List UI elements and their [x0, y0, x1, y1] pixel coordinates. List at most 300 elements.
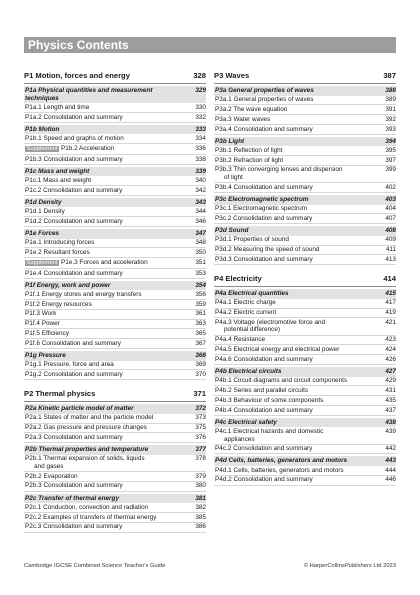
entry-text: P1f.4 Power — [25, 320, 60, 328]
section-heading[interactable] — [24, 198, 206, 208]
page-number: 346 — [195, 217, 206, 225]
entry-text: P3b.3 Thin converging lenses and dispersion — [215, 166, 343, 174]
entry-text: P4d Cells, batteries, generators and motors — [215, 457, 348, 465]
entry-text: P4c Electrical safety — [215, 418, 277, 426]
entry-label — [215, 116, 380, 124]
entry-label — [25, 282, 190, 290]
entry-text: P1c.1 Mass and weight — [25, 176, 92, 184]
page-number: 415 — [385, 290, 396, 298]
entry-label — [25, 259, 190, 268]
contents-entry[interactable] — [214, 396, 396, 406]
entry-text: P1e Forces — [25, 230, 60, 237]
entry-text: P1g Pressure — [25, 352, 66, 359]
contents-entry[interactable] — [24, 248, 206, 258]
entry-label — [215, 467, 380, 475]
contents-entry[interactable] — [24, 239, 206, 249]
page-number: 395 — [385, 146, 396, 154]
page-number: 431 — [385, 386, 396, 394]
entry-text: P1e.2 Resultant forces — [25, 248, 90, 256]
entry-text: P2b Thermal properties and temperature — [25, 446, 149, 454]
page-number: 389 — [385, 96, 396, 104]
entry-text: P1e.1 Introducing forces — [25, 239, 95, 247]
entry-text: P3b.4 Consolidation and summary — [215, 183, 313, 191]
entry-label — [25, 156, 190, 164]
page-number: 378 — [195, 455, 206, 463]
contents-entry[interactable] — [24, 329, 206, 339]
entry-label — [25, 239, 190, 247]
contents-entry[interactable] — [24, 513, 206, 523]
page-number: 348 — [195, 239, 206, 247]
page-number: 361 — [195, 310, 206, 318]
supplement-tag: Supplement — [26, 259, 58, 266]
entry-text: P3d.2 Measuring the speed of sound — [215, 246, 320, 254]
entry-label — [25, 405, 190, 413]
entry-text: P2a Kinetic particle model of matter — [25, 405, 134, 413]
entry-label — [25, 371, 190, 379]
contents-entry[interactable] — [24, 339, 206, 349]
entry-label — [215, 356, 380, 364]
contents-entry[interactable] — [214, 105, 396, 115]
section-heading[interactable] — [214, 367, 396, 377]
section-heading[interactable] — [214, 289, 396, 299]
page-number: 404 — [385, 205, 396, 213]
entry-text: P1g.1 Pressure, force and area — [25, 361, 114, 369]
entry-text: P3c.2 Consolidation and summary — [215, 215, 313, 222]
entry-label — [215, 227, 380, 235]
entry-label — [215, 184, 380, 192]
chapter-heading[interactable] — [214, 274, 396, 287]
entry-label — [25, 320, 190, 328]
entry-text: P1f Energy, work and power — [25, 281, 111, 289]
contents-entry[interactable] — [24, 269, 206, 279]
entry-label — [215, 309, 380, 317]
page-number: 391 — [385, 105, 396, 113]
contents-entry[interactable] — [214, 336, 396, 346]
entry-text: P4b.4 Consolidation and summary — [215, 406, 313, 414]
page-number: 385 — [195, 513, 206, 521]
page-number: 393 — [385, 125, 396, 133]
contents-entry[interactable] — [24, 361, 206, 371]
entry-text: P2c.1 Conduction, convection and radiation — [25, 503, 149, 511]
contents-entry[interactable] — [214, 246, 396, 256]
entry-text: P2a.3 Consolidation and summary — [25, 433, 123, 441]
entry-text: P4a.6 Consolidation and summary — [215, 355, 313, 363]
contents-entry[interactable] — [24, 144, 206, 155]
page-number: 330 — [195, 103, 206, 111]
contents-entry[interactable] — [214, 406, 396, 416]
chapter-heading[interactable] — [24, 71, 206, 84]
entry-text: P4b.3 Behaviour of some components — [215, 396, 324, 404]
section-heading[interactable] — [24, 281, 206, 291]
contents-entry[interactable] — [214, 476, 396, 486]
page-number: 336 — [195, 144, 206, 152]
entry-label — [25, 340, 190, 348]
entry-text: P1 Motion, forces and energy — [24, 71, 130, 80]
entry-label — [25, 495, 190, 503]
page-number: 347 — [195, 230, 206, 237]
page-number: 372 — [195, 405, 206, 413]
footer-book-title: Cambridge IGCSE Combined Science Teacher's Guide — [24, 563, 166, 569]
entry-label — [25, 114, 190, 122]
contents-entry[interactable] — [24, 414, 206, 424]
contents-entry[interactable] — [214, 96, 396, 106]
entry-label — [215, 196, 380, 204]
section-heading[interactable] — [24, 445, 206, 455]
entry-label — [25, 514, 190, 522]
entry-text: P1b Motion — [25, 125, 60, 133]
entry-label — [24, 389, 190, 398]
contents-column-left — [24, 71, 206, 533]
page-number: 380 — [195, 482, 206, 490]
supplement-tag: Supplement — [26, 145, 58, 152]
entry-text: P3a.2 The wave equation — [215, 105, 288, 113]
entry-text-continued: appliances — [224, 435, 255, 443]
page-number: 424 — [385, 346, 396, 354]
contents-entry[interactable] — [214, 125, 396, 135]
contents-entry[interactable] — [24, 300, 206, 310]
page-number: 339 — [195, 167, 206, 175]
entry-label — [215, 377, 380, 385]
page-number: 387 — [383, 71, 396, 80]
entry-label — [215, 290, 380, 298]
contents-entry[interactable] — [24, 113, 206, 123]
entry-label — [25, 135, 190, 143]
entry-label — [25, 87, 190, 102]
page-number: 371 — [193, 389, 206, 399]
page-number: 397 — [385, 156, 396, 164]
page-number: 375 — [195, 424, 206, 432]
entry-label — [215, 368, 380, 376]
page-number: 334 — [195, 134, 206, 142]
contents-entry[interactable] — [24, 472, 206, 482]
contents-entry[interactable] — [214, 445, 396, 455]
page-title: Physics Contents — [24, 37, 396, 53]
entry-label — [215, 96, 380, 104]
contents-entry[interactable] — [24, 103, 206, 113]
page-number: 343 — [195, 198, 206, 206]
page-number: 365 — [195, 330, 206, 338]
contents-entry[interactable] — [24, 424, 206, 434]
entry-text: P3d.3 Consolidation and summary — [215, 255, 313, 263]
entry-text: P1e.3 Forces and acceleration — [60, 258, 148, 266]
entry-text: P1c.2 Consolidation and summary — [25, 186, 123, 194]
section-heading[interactable] — [214, 226, 396, 236]
section-heading[interactable] — [214, 86, 396, 96]
entry-text: P3b Light — [215, 137, 245, 145]
contents-entry[interactable] — [24, 482, 206, 492]
entry-text: P1d.2 Consolidation and summary — [25, 217, 123, 225]
page-number: 414 — [383, 274, 396, 284]
entry-text: P1f.1 Energy stores and energy transfers — [25, 290, 142, 298]
entry-label — [215, 428, 380, 443]
entry-label — [25, 208, 190, 216]
entry-text: P2c.3 Consolidation and summary — [25, 523, 123, 531]
page-number: 353 — [195, 269, 206, 277]
entry-label — [25, 177, 190, 185]
entry-text: P3a.1 General properties of waves — [215, 96, 314, 104]
page-number: 373 — [195, 414, 206, 422]
entry-label — [25, 249, 190, 257]
contents-entry[interactable] — [24, 290, 206, 300]
entry-text: P1f.2 Energy resources — [25, 300, 92, 308]
page-number: 356 — [195, 290, 206, 298]
page-number: 369 — [195, 361, 206, 369]
entry-text: P4d.2 Consolidation and summary — [215, 476, 313, 484]
contents-entry[interactable] — [214, 166, 396, 183]
entry-text: P3c.1 Electromagnetic spectrum — [215, 205, 307, 213]
entry-text: P1a.1 Length and time — [25, 103, 90, 111]
section-heading[interactable] — [24, 404, 206, 414]
entry-label — [215, 126, 380, 134]
page-number: 379 — [195, 472, 206, 480]
page-number: 377 — [195, 446, 206, 454]
entry-text: P1b.3 Consolidation and summary — [25, 155, 123, 163]
contents-entry[interactable] — [214, 214, 396, 224]
chapter-heading[interactable] — [24, 389, 206, 402]
entry-text: P4a.4 Resistance — [215, 336, 266, 344]
page-number: 350 — [195, 248, 206, 256]
page-number: 443 — [385, 457, 396, 465]
entry-label — [215, 336, 380, 344]
entry-label — [25, 230, 190, 238]
contents-entry[interactable] — [24, 207, 206, 217]
contents-entry[interactable] — [214, 318, 396, 335]
entry-label — [25, 473, 190, 481]
entry-label — [215, 236, 380, 244]
page-number: 446 — [385, 476, 396, 484]
entry-text: P3b.1 Reflection of light — [215, 146, 283, 154]
entry-text: P2 Thermal physics — [24, 389, 96, 399]
page-footer — [24, 563, 396, 569]
entry-text: P4c.2 Consolidation and summary — [215, 445, 313, 453]
contents-entry[interactable] — [24, 503, 206, 513]
entry-text-continued: of light — [224, 174, 243, 182]
page-number: 382 — [195, 503, 206, 511]
contents-entry[interactable] — [24, 217, 206, 227]
page-number: 417 — [385, 299, 396, 307]
section-heading[interactable] — [214, 418, 396, 428]
entry-text: P3a.3 Water waves — [215, 115, 271, 123]
contents-entry[interactable] — [24, 134, 206, 144]
contents-entry[interactable] — [214, 156, 396, 166]
page-number: 328 — [193, 71, 206, 80]
entry-label — [215, 147, 380, 155]
entry-label — [25, 126, 190, 134]
page-number: 338 — [195, 155, 206, 163]
entry-label — [215, 397, 380, 405]
contents-entry[interactable] — [24, 320, 206, 330]
entry-label — [25, 424, 190, 432]
contents-entry[interactable] — [214, 115, 396, 125]
entry-label — [25, 145, 190, 154]
entry-text: P4b Electrical circuits — [215, 368, 282, 375]
entry-label — [25, 270, 190, 278]
entry-label — [25, 446, 190, 454]
page-number: 388 — [385, 87, 396, 94]
contents-entry[interactable] — [214, 466, 396, 476]
entry-label — [215, 87, 380, 95]
page-number: 344 — [195, 208, 206, 216]
entry-label — [25, 434, 190, 442]
entry-text: P4a.3 Voltage (electromotive force and — [215, 318, 326, 326]
entry-label — [25, 218, 190, 226]
entry-label — [215, 319, 380, 334]
contents-entry[interactable] — [214, 427, 396, 444]
page-number: 435 — [385, 396, 396, 404]
page-number: 413 — [385, 255, 396, 263]
entry-text: P2b.3 Consolidation and summary — [25, 482, 123, 490]
page-number: 376 — [195, 433, 206, 441]
contents-entry[interactable] — [214, 309, 396, 319]
entry-label — [25, 301, 190, 309]
contents-entry[interactable] — [24, 433, 206, 443]
page-number: 409 — [385, 236, 396, 244]
entry-label — [215, 476, 380, 484]
contents-entry[interactable] — [214, 345, 396, 355]
entry-label — [215, 419, 380, 427]
entry-text: P4c.1 Electrical hazards and domestic — [215, 427, 324, 435]
entry-label — [25, 523, 190, 531]
page-number: 342 — [195, 186, 206, 194]
entry-label — [215, 138, 380, 146]
page-number: 332 — [195, 113, 206, 121]
page-number: 392 — [385, 115, 396, 123]
entry-label — [25, 310, 190, 318]
entry-label — [25, 291, 190, 299]
contents-entry[interactable] — [214, 146, 396, 156]
entry-label — [25, 168, 190, 176]
page-number: 439 — [385, 427, 396, 435]
entry-label — [25, 361, 190, 369]
page-number: 381 — [195, 494, 206, 502]
page-number: 351 — [195, 258, 206, 266]
entry-label — [25, 455, 190, 470]
entry-label — [25, 414, 190, 422]
section-heading[interactable] — [24, 167, 206, 177]
contents-entry[interactable] — [214, 299, 396, 309]
entry-text: P3b.2 Refraction of light — [215, 156, 284, 164]
page-number: 408 — [385, 227, 396, 235]
entry-text: P2b.2 Evaporation — [25, 472, 78, 480]
contents-entry[interactable] — [24, 370, 206, 380]
page-number: 363 — [195, 320, 206, 328]
contents-entry[interactable] — [24, 258, 206, 269]
page-number: 421 — [385, 318, 396, 326]
contents-entry[interactable] — [24, 155, 206, 165]
entry-label — [215, 215, 380, 223]
contents-column-right — [214, 71, 396, 486]
page-number: 329 — [195, 87, 206, 94]
entry-label — [215, 299, 380, 307]
contents-entry[interactable] — [24, 455, 206, 472]
page-number: 419 — [385, 309, 396, 317]
page-number: 368 — [195, 352, 206, 359]
footer-copyright: © HarperCollinsPublishers Ltd 2023 — [303, 563, 396, 569]
section-heading[interactable] — [24, 494, 206, 504]
entry-text: P3a General properties of waves — [215, 87, 314, 94]
entry-text: P3d.1 Properties of sound — [215, 236, 289, 244]
entry-label — [215, 457, 380, 465]
page-number: 407 — [385, 215, 396, 222]
contents-entry[interactable] — [24, 176, 206, 186]
entry-text: P2a.1 States of matter and the particle model — [25, 414, 154, 422]
entry-text: P4a.1 Electric charge — [215, 299, 276, 307]
entry-text: P4a.2 Electric current — [215, 309, 277, 317]
section-heading[interactable] — [24, 229, 206, 239]
page-number: 367 — [195, 339, 206, 347]
entry-label — [214, 71, 380, 80]
page-number: 429 — [385, 377, 396, 385]
contents-entry[interactable] — [214, 255, 396, 265]
entry-label — [25, 330, 190, 338]
page-number: 359 — [195, 300, 206, 308]
section-heading[interactable] — [24, 86, 206, 103]
entry-text: P1e.4 Consolidation and summary — [25, 269, 123, 277]
entry-text: P4b.2 Series and parallel circuits — [215, 386, 309, 394]
section-heading[interactable] — [214, 137, 396, 147]
entry-text: P4a Electrical quantities — [215, 290, 289, 298]
page-number: 438 — [385, 418, 396, 426]
entry-label — [214, 274, 380, 283]
contents-entry[interactable] — [214, 236, 396, 246]
entry-text: P4b.1 Circuit diagrams and circuit components — [215, 377, 348, 385]
entry-text: P3d Sound — [215, 227, 249, 235]
page-number: 386 — [195, 523, 206, 531]
page-number: 444 — [385, 466, 396, 474]
page-number: 411 — [385, 246, 396, 254]
entry-label — [215, 205, 380, 213]
section-heading[interactable] — [24, 125, 206, 135]
entry-text: P1f.3 Work — [25, 310, 57, 318]
section-heading[interactable] — [214, 195, 396, 205]
entry-text-continued: potential difference) — [224, 326, 281, 334]
chapter-heading[interactable] — [214, 71, 396, 84]
contents-entry[interactable] — [214, 205, 396, 215]
section-heading[interactable] — [24, 351, 206, 361]
entry-label — [215, 407, 380, 415]
entry-text: P3 Waves — [214, 71, 250, 80]
contents-entry[interactable] — [24, 310, 206, 320]
entry-text: P1a Physical quantities and measurement techniques — [25, 87, 153, 102]
entry-label — [215, 246, 380, 254]
entry-label — [25, 352, 190, 360]
entry-label — [215, 157, 380, 165]
contents-entry[interactable] — [214, 183, 396, 193]
contents-entry[interactable] — [24, 523, 206, 533]
entry-text: P1a.2 Consolidation and summary — [25, 113, 123, 121]
entry-text: P2b.1 Thermal expansion of solids, liquids — [25, 455, 145, 463]
page-number: 427 — [385, 368, 396, 375]
entry-text: P2c Transfer of thermal energy — [25, 494, 120, 502]
contents-entry[interactable] — [214, 386, 396, 396]
page-number: 370 — [195, 370, 206, 378]
entry-label — [25, 104, 190, 112]
page-number: 403 — [385, 196, 396, 204]
section-heading[interactable] — [214, 456, 396, 466]
entry-label — [25, 199, 190, 207]
entry-text: P4 Electricity — [214, 274, 262, 284]
page-number: 426 — [385, 355, 396, 363]
contents-entry[interactable] — [214, 355, 396, 365]
entry-text: P3a.4 Consolidation and summary — [215, 125, 313, 133]
page-number: 394 — [385, 137, 396, 145]
entry-text: P2a.2 Gas pressure and pressure changes — [25, 424, 147, 432]
entry-text: P2c.2 Examples of transfers of thermal energy — [25, 513, 157, 521]
contents-entry[interactable] — [214, 377, 396, 387]
contents-entry[interactable] — [24, 186, 206, 196]
page-number: 442 — [385, 445, 396, 453]
entry-text: P3c Electromagnetic spectrum — [215, 196, 309, 204]
